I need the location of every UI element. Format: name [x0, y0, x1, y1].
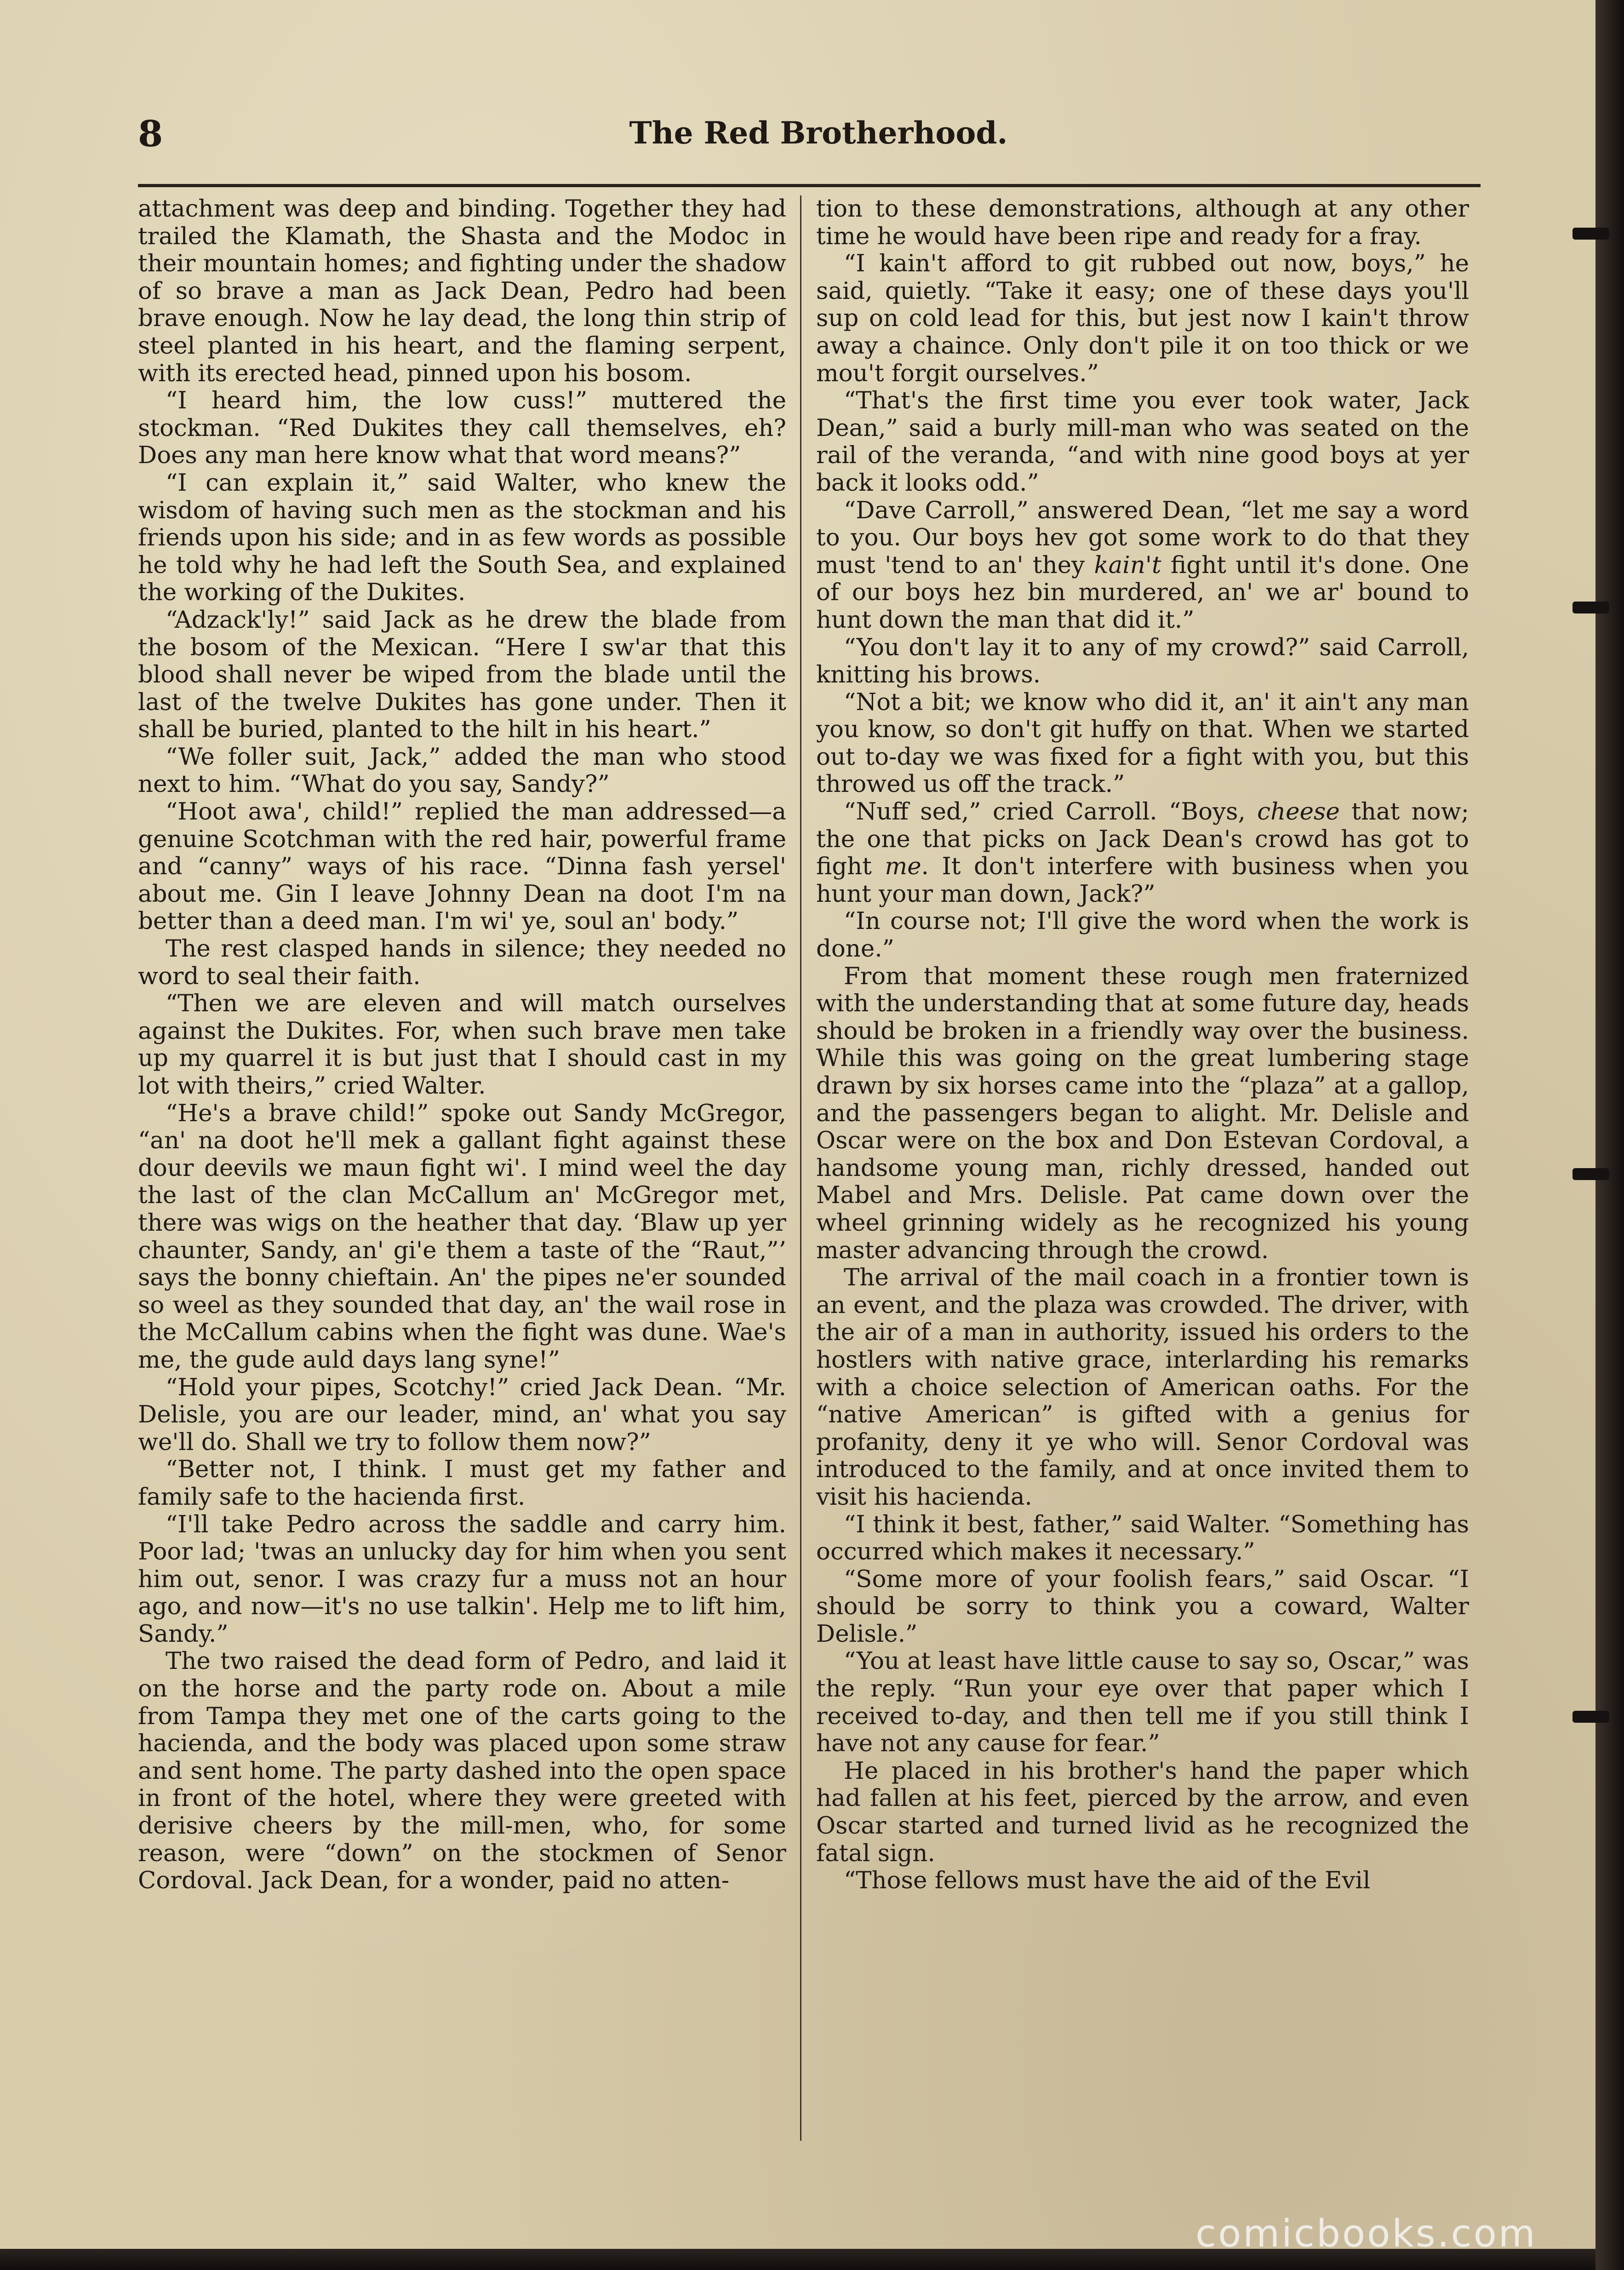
watermark: comicbooks.com	[1195, 2212, 1537, 2256]
continued-paragraph: tion to these demonstrations, although at any other time he would have been ripe and ready for a fray.	[816, 195, 1469, 250]
paragraph: “In course not; I'll give the word when the work is done.”	[816, 907, 1469, 963]
paragraph: “I can explain it,” said Walter, who knew the wisdom of having such men as the stockman and his friends upon his side; and in as few words as possible he told why he had left the South Sea, and explained the working of the Dukites.	[138, 469, 786, 607]
page-header	[0, 110, 1595, 166]
paragraph: “I'll take Pedro across the saddle and carry him. Poor lad; 'twas an unlucky day for him when you sent him out, senor. I was crazy fur a muss not an hour ago, and now—it's no use talkin'. Help me to lift him, Sandy.”	[138, 1510, 786, 1648]
left-column	[138, 195, 786, 2118]
paragraph: “Those fellows must have the aid of the Evil	[844, 1867, 1371, 1895]
paragraph: “That's the first time you ever took water, Jack Dean,” said a burly mill-man who was seated on the rail of the veranda, “and with nine good boys at yer back it looks odd.”	[816, 387, 1469, 497]
binding-hole	[1573, 602, 1609, 613]
paragraph: “Hold your pipes, Scotchy!” cried Jack Dean. “Mr. Delisle, you are our leader, mind, an' what you say we'll do. Shall we try to follow them now?”	[138, 1373, 786, 1456]
binding-hole	[1573, 228, 1609, 240]
column-divider	[800, 195, 801, 2141]
paragraph: The arrival of the mail coach in a frontier town is an event, and the plaza was crowded. The driver, with the air of a man in authority, issued his orders to the hostlers with native grace, interlarding his remarks with a choice selection of American oaths. For the “native American” is gifted with a genius for profanity, deny it ye who will. Senor Cordoval was introduced to the family, and at once invited them to visit his hacienda.	[816, 1264, 1469, 1511]
continued-paragraph: attachment was deep and binding. Together they had trailed the Klamath, the Shasta and the Modoc in their mountain homes; and fighting under the shadow of so brave a man as Jack Dean, Pedro had been brave enough. Now he lay dead, the long thin strip of steel planted in his heart, and the flaming serpent, with its erected head, pinned upon his bosom.	[138, 195, 786, 387]
header-rule	[138, 184, 1481, 187]
paragraph: “Better not, I think. I must get my father and family safe to the hacienda first.	[138, 1456, 786, 1511]
paragraph: “Hoot awa', child!” replied the man addressed—a genuine Scotchman with the red hair, powerful frame and “canny” ways of his race. “Dinna fash yersel' about me. Gin I leave Johnny Dean na doot I'm na better than a deed man. I'm wi' ye, soul an' body.”	[138, 798, 786, 935]
paragraph: “You don't lay it to any of my crowd?” said Carroll, knitting his brows.	[816, 633, 1469, 689]
paragraph: From that moment these rough men fraternized with the understanding that at some future day, heads should be broken in a friendly way over the business. While this was going on the great lumbering stage drawn by six horses came into the “plaza” at a gallop, and the passengers began to alight. Mr. Delisle and Oscar were on the box and Don Estevan Cordoval, a handsome young man, richly dressed, handed out Mabel and Mrs. Delisle. Pat came down over the wheel grinning widely as he recognized his young master advancing through the crowd.	[816, 962, 1469, 1264]
running-title: The Red Brotherhood.	[629, 115, 1008, 151]
paragraph: “Not a bit; we know who did it, an' it ain't any man you know, so don't git huffy on that. When we started out to-day we was fixed for a fight with you, but this throwed us off the track.”	[816, 688, 1469, 798]
paragraph: He placed in his brother's hand the paper which had fallen at his feet, pierced by the arrow, and even Oscar started and turned livid as he recognized the fatal sign.	[816, 1757, 1469, 1867]
page-number: 8	[138, 113, 163, 155]
binding-hole	[1573, 1168, 1609, 1180]
binding-edge	[1595, 0, 1624, 2270]
paragraph: “Nuff sed,” cried Carroll. “Boys, cheese that now; the one that picks on Jack Dean's crowd has got to fight me. It don't interfere with business when you hunt your man down, Jack?”	[816, 798, 1469, 908]
paragraph: “You at least have little cause to say so, Oscar,” was the reply. “Run your eye over that paper which I received to-day, and then tell me if you still think I have not any cause for fear.”	[816, 1647, 1469, 1758]
paragraph: “He's a brave child!” spoke out Sandy McGregor, “an' na doot he'll mek a gallant fight against these dour deevils we maun fight wi'. I mind weel the day the last of the clan McCallum an' McGregor met, there was wigs on the heather that day. ‘Blaw up yer chaunter, Sandy, an' gi'e them a taste of the “Raut,”’ says the bonny chieftain. An' the pipes ne'er sounded so weel as they sounded that day, an' the wail rose in the McCallum cabins when the fight was dune. Wae's me, the gude auld days lang syne!”	[138, 1099, 786, 1374]
paragraph: The rest clasped hands in silence; they needed no word to seal their faith.	[138, 935, 786, 990]
paragraph: “Dave Carroll,” answered Dean, “let me say a word to you. Our boys hev got some work to do that they must 'tend to an' they kain't fight until it's done. One of our boys hez bin murdered, an' we ar' bound to hunt down the man that did it.”	[816, 496, 1469, 634]
paragraph: “Some more of your foolish fears,” said Oscar. “I should be sorry to think you a coward, Walter Delisle.”	[816, 1565, 1469, 1648]
paragraph: “I kain't afford to git rubbed out now, boys,” he said, quietly. “Take it easy; one of these days you'll sup on cold lead for this, but jest now I kain't throw away a chaince. Only don't pile it on too thick or we mou't forgit ourselves.”	[816, 250, 1469, 387]
paragraph: “Then we are eleven and will match ourselves against the Dukites. For, when such brave men take up my quarrel it is but just that I should cast in my lot with theirs,” cried Walter.	[138, 990, 786, 1100]
binding-hole	[1573, 1711, 1609, 1723]
right-column	[816, 195, 1469, 2118]
paragraph: “Adzack'ly!” said Jack as he drew the blade from the bosom of the Mexican. “Here I sw'ar that this blood shall never be wiped from the blade until the last of the twelve Dukites has gone under. Then it shall be buried, planted to the hilt in his heart.”	[138, 606, 786, 744]
paragraph: “We foller suit, Jack,” added the man who stood next to him. “What do you say, Sandy?”	[138, 743, 786, 798]
paragraph: “I heard him, the low cuss!” muttered the stockman. “Red Dukites they call themselves, eh? Does any man here know what that word means?”	[138, 387, 786, 470]
paragraph: “I think it best, father,” said Walter. “Something has occurred which makes it necessary.”	[816, 1510, 1469, 1566]
paragraph: The two raised the dead form of Pedro, and laid it on the horse and the party rode on. About a mile from Tampa they met one of the carts going to the hacienda, and the body was placed upon some straw and sent home. The party dashed into the open space in front of the hotel, where they were greeted with derisive cheers by the mill-men, who, for some reason, were “down” on the stockmen of Senor Cordoval. Jack Dean, for a wonder, paid no atten-	[138, 1647, 786, 1895]
